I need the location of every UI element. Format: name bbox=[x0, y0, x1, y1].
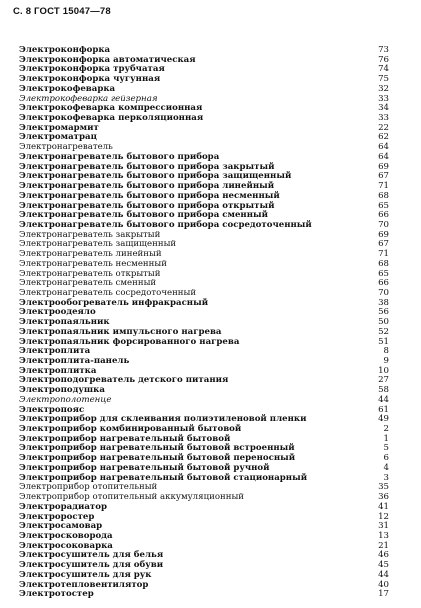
index-term: Электроконфорка автоматическая bbox=[19, 54, 196, 65]
index-page-number: 12 bbox=[378, 511, 389, 522]
index-page-number: 32 bbox=[378, 83, 389, 94]
index-term: Электронагреватель бытового прибора bbox=[19, 151, 220, 162]
index-term: Электрорадиатор bbox=[19, 501, 107, 512]
index-term: Электроприбор нагревательный бытовой bbox=[19, 433, 231, 444]
index-page-number: 44 bbox=[378, 569, 389, 580]
index-term: Электрокофеварка гейзерная bbox=[19, 93, 158, 104]
index-page-number: 2 bbox=[383, 424, 389, 435]
index-page-number: 41 bbox=[378, 501, 389, 512]
index-term: Электронагреватель открытый bbox=[19, 268, 161, 279]
index-page-number: 74 bbox=[378, 64, 389, 75]
index-term: Электроплитка bbox=[19, 365, 97, 376]
index-page-number: 13 bbox=[378, 530, 389, 541]
index-term: Электроприбор нагревательный бытовой переносный bbox=[19, 453, 296, 464]
index-term: Электронагреватель бытового прибора сменный bbox=[19, 210, 268, 221]
index-term: Электромармит bbox=[19, 122, 99, 133]
index-page-number: 68 bbox=[378, 190, 389, 201]
index-term: Электрокофеварка компрессионная bbox=[19, 103, 203, 114]
index-term: Электроодеяло bbox=[19, 307, 96, 318]
index-page-number: 66 bbox=[378, 210, 389, 221]
index-page-number: 9 bbox=[383, 356, 389, 366]
index-page-number: 71 bbox=[378, 181, 389, 192]
index-page-number: 69 bbox=[378, 161, 389, 172]
index-page-number: 45 bbox=[378, 560, 389, 571]
index-term: Электрокофеварка перколяционная bbox=[19, 113, 204, 124]
index-term: Электроконфорка bbox=[19, 45, 111, 55]
index-term: Электрокофеварка bbox=[19, 83, 116, 94]
index-page-number: 66 bbox=[378, 278, 389, 289]
index-page-number: 3 bbox=[383, 472, 389, 483]
index-page-number: 52 bbox=[378, 326, 389, 337]
page-header: С. 8 ГОСТ 15047—78 bbox=[13, 6, 111, 17]
index-term: Электронагреватель несменный bbox=[19, 258, 167, 269]
index-term: Электросушитель для обуви bbox=[19, 560, 164, 571]
term-index-list bbox=[19, 46, 389, 600]
index-term: Электроприбор отопительный bbox=[19, 482, 158, 493]
index-term: Электронагреватель бытового прибора несменный bbox=[19, 190, 280, 201]
index-term: Электропаяльник импульсного нагрева bbox=[19, 326, 222, 337]
index-term: Электроматрац bbox=[19, 132, 97, 143]
index-page-number: 31 bbox=[378, 521, 389, 532]
index-page-number: 69 bbox=[378, 229, 389, 240]
index-term: Электронагреватель сосредоточенный bbox=[19, 287, 197, 298]
index-term: Электронагреватель бытового прибора защищенный bbox=[19, 171, 292, 182]
index-page-number: 56 bbox=[378, 307, 389, 318]
index-term: Электронагреватель бытового прибора закрытый bbox=[19, 161, 275, 172]
index-page-number: 76 bbox=[378, 54, 389, 65]
index-term: Электроростер bbox=[19, 511, 95, 522]
index-term: Электросамовар bbox=[19, 521, 103, 532]
index-term: Электроприбор нагревательный бытовой ручной bbox=[19, 462, 270, 473]
index-term: Электросковорода bbox=[19, 530, 113, 541]
index-term: Электросоковарка bbox=[19, 540, 113, 551]
index-term: Электросушитель для белья bbox=[19, 550, 164, 561]
index-page-number: 22 bbox=[378, 122, 389, 133]
index-page-number: 65 bbox=[378, 200, 389, 211]
index-page-number: 75 bbox=[378, 74, 389, 85]
index-page-number: 33 bbox=[378, 113, 389, 124]
index-page-number: 62 bbox=[378, 132, 389, 143]
index-page-number: 51 bbox=[378, 336, 389, 347]
index-term: Электронагреватель бытового прибора открытый bbox=[19, 200, 275, 211]
index-term: Электронагреватель бытового прибора линейный bbox=[19, 181, 275, 192]
index-page-number: 49 bbox=[378, 414, 389, 425]
index-page-number: 10 bbox=[378, 365, 389, 376]
index-term: Электроприбор отопительный аккумуляционный bbox=[19, 492, 245, 503]
index-page-number: 44 bbox=[378, 394, 389, 405]
index-term: Электроприбор комбинированный бытовой bbox=[19, 424, 242, 435]
index-page-number: 34 bbox=[378, 103, 389, 114]
index-page-number: 67 bbox=[378, 239, 389, 250]
index-term: Электронагреватель bbox=[19, 142, 113, 153]
index-page-number: 1 bbox=[383, 433, 389, 444]
index-page-number: 27 bbox=[378, 375, 389, 386]
index-page-number: 4 bbox=[383, 462, 389, 473]
index-term: Электроплита-панель bbox=[19, 356, 130, 366]
index-term: Электроподогреватель детского питания bbox=[19, 375, 229, 386]
index-page-number: 64 bbox=[378, 142, 389, 153]
index-term: Электрополотенце bbox=[19, 394, 112, 405]
index-term: Электроприбор нагревательный бытовой стационарный bbox=[19, 472, 308, 483]
index-term: Электрообогреватель инфракрасный bbox=[19, 297, 209, 308]
index-term: Электропояс bbox=[19, 404, 85, 415]
index-page-number: 46 bbox=[378, 550, 389, 561]
index-page-number: 70 bbox=[378, 219, 389, 230]
index-term: Электропаяльник форсированного нагрева bbox=[19, 336, 240, 347]
index-term: Электронагреватель сменный bbox=[19, 278, 157, 289]
index-page-number: 35 bbox=[378, 482, 389, 493]
index-page-number: 17 bbox=[378, 589, 389, 600]
index-term: Электропаяльник bbox=[19, 317, 110, 328]
index-page-number: 64 bbox=[378, 151, 389, 162]
index-term: Электронагреватель линейный bbox=[19, 249, 162, 260]
index-page-number: 68 bbox=[378, 258, 389, 269]
index-term: Электроприбор для склеивания полиэтиленовой пленки bbox=[19, 414, 307, 425]
index-term: Электронагреватель бытового прибора сосредоточенный bbox=[19, 219, 312, 230]
index-term: Электронагреватель защищенный bbox=[19, 239, 177, 250]
index-entry bbox=[19, 590, 389, 600]
index-page-number: 40 bbox=[378, 579, 389, 590]
index-page-number: 67 bbox=[378, 171, 389, 182]
index-page-number: 36 bbox=[378, 492, 389, 503]
index-term: Электроподушка bbox=[19, 385, 105, 396]
index-page-number: 58 bbox=[378, 385, 389, 396]
index-page-number: 50 bbox=[378, 317, 389, 328]
index-term: Электротостер bbox=[19, 589, 94, 600]
index-term: Электроконфорка трубчатая bbox=[19, 64, 165, 75]
index-page-number: 73 bbox=[378, 45, 389, 55]
index-term: Электросушитель для рук bbox=[19, 569, 152, 580]
index-term: Электротепловентилятор bbox=[19, 579, 149, 590]
index-page-number: 65 bbox=[378, 268, 389, 279]
index-term: Электроконфорка чугунная bbox=[19, 74, 161, 85]
index-term: Электроприбор нагревательный бытовой встроенный bbox=[19, 443, 295, 454]
index-term: Электронагреватель закрытый bbox=[19, 229, 161, 240]
index-page-number: 70 bbox=[378, 287, 389, 298]
index-page-number: 38 bbox=[378, 297, 389, 308]
index-page-number: 8 bbox=[383, 346, 389, 357]
index-term: Электроплита bbox=[19, 346, 91, 357]
index-page-number: 61 bbox=[378, 404, 389, 415]
index-page-number: 33 bbox=[378, 93, 389, 104]
index-page-number: 5 bbox=[383, 443, 389, 454]
index-page-number: 6 bbox=[383, 453, 389, 464]
index-page-number: 71 bbox=[378, 249, 389, 260]
index-page-number: 21 bbox=[378, 540, 389, 551]
